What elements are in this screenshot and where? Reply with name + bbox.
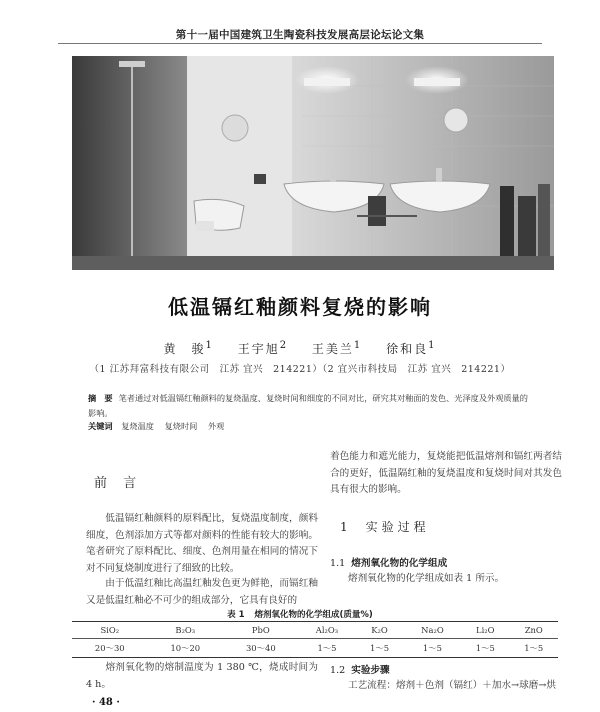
table-header-cell: Li₂O — [476, 625, 495, 635]
author-affil-mark: 1 — [353, 340, 363, 351]
keyword: 复烧温度 — [121, 421, 154, 431]
subsection-1-1-title — [330, 555, 447, 569]
right-paragraph-1: 着色能力和遮光能力，复烧能把低温熔剂和镉红两者结合的更好，低温隔红釉的复烧温度和复烧时间对其发色具有很大的影响。 — [330, 451, 562, 495]
after-table-text: 熔剂氧化物的熔制温度为 1 380 ℃，烧成时间为 4 h。 — [86, 662, 318, 690]
keywords — [88, 421, 528, 432]
proceedings-header: 第十一届中国建筑卫生陶瓷科技发展高层论坛论文集 — [175, 29, 425, 41]
page-number: · 48 · — [92, 697, 120, 708]
table-caption — [0, 608, 600, 620]
table-cell: 20～30 — [94, 643, 125, 653]
intro-paragraph-2-text: 由于低温红釉比高温红釉发色更为鲜艳，而镉红釉又是低温红釉必不可少的组成部分，它具有良好的 — [86, 578, 318, 606]
section-title-intro: 前 言 — [94, 476, 143, 491]
subsection-1-1-text: 熔剂氧化物的化学组成如表 1 所示。 — [348, 573, 505, 584]
author-name: 王美兰 — [311, 342, 354, 356]
intro-paragraph-2 — [86, 576, 318, 609]
author-affil-mark: 2 — [279, 340, 289, 351]
section-number: 1 — [340, 520, 352, 534]
table-header-cell: SiO₂ — [100, 625, 120, 635]
author-name: 黄 骏 — [163, 342, 206, 356]
abstract-label: 摘 要 — [88, 393, 113, 403]
table-header-cell: K₂O — [371, 625, 388, 635]
table-header-cell: PbO — [251, 625, 270, 635]
section-title-1 — [340, 518, 430, 535]
table-cell: 1～5 — [475, 643, 495, 653]
table-cell: 1～5 — [422, 643, 442, 653]
header-rule — [58, 43, 542, 44]
table-cell: 10～20 — [170, 643, 201, 653]
author-affil-mark: 1 — [205, 340, 214, 351]
abstract — [88, 391, 528, 421]
table-cell: 30～40 — [245, 643, 276, 653]
intro-paragraph-1 — [86, 511, 318, 577]
affiliations: （1 江苏拜富科技有限公司 江苏 宜兴 214221）（2 宜兴市科技局 江苏 宜兴 214221） — [89, 364, 511, 375]
keyword: 外观 — [207, 421, 225, 431]
table-header-cell: Al₂O₃ — [315, 625, 339, 635]
subsection-title-text: 实验步骤 — [351, 665, 390, 676]
composition-table — [72, 621, 558, 658]
keywords-label: 关键词 — [88, 421, 113, 431]
bathroom-photo — [72, 56, 554, 270]
table-header-cell: B₂O₃ — [175, 625, 196, 635]
subsection-1-2-text: 工艺流程：熔剂＋色剂（镉红）＋加水→球磨→烘 — [348, 680, 556, 691]
intro-paragraph-1-text: 低温镉红釉颜料的原料配比，复烧温度制度，颜料细度，色剂添加方式等都对颜料的性能有较大的影响。笔者研究了原料配比、细度、色剂用量在相同的情况下对不同复烧制度进行了细致的比较。 — [86, 513, 318, 574]
subsection-number: 1.1 — [330, 558, 346, 569]
article-title: 低温镉红釉颜料复烧的影响 — [168, 295, 432, 319]
subsection-title-text: 熔剂氧化物的化学组成 — [351, 558, 448, 569]
table-header-cell: Na₂O — [421, 625, 444, 635]
subsection-number: 1.2 — [330, 665, 346, 676]
section-title-text: 实验过程 — [365, 520, 430, 534]
keyword: 复烧时间 — [164, 421, 198, 431]
subsection-1-2-title — [330, 662, 390, 676]
after-table-paragraph — [86, 660, 318, 693]
author-list — [0, 340, 600, 357]
table-caption-text: 熔剂氧化物的化学组成(质量%) — [254, 610, 373, 620]
table-cell: 1～5 — [317, 643, 337, 653]
table-cell: 1～5 — [370, 643, 390, 653]
table-row — [72, 639, 558, 658]
abstract-text: 笔者通过对低温镉红釉颜料的复烧温度、复烧时间和细度的不同对比，研究其对釉面的发色、光泽度及外观质量的影响。 — [88, 393, 528, 418]
table-number: 表 1 — [227, 610, 245, 620]
table-header-cell: ZnO — [524, 625, 543, 635]
author-name: 王宇旭 — [237, 342, 280, 356]
author-affil-mark: 1 — [428, 340, 437, 351]
table-cell: 1～5 — [524, 643, 544, 653]
author-name: 徐和良 — [386, 342, 429, 356]
table-header-row — [72, 622, 558, 639]
